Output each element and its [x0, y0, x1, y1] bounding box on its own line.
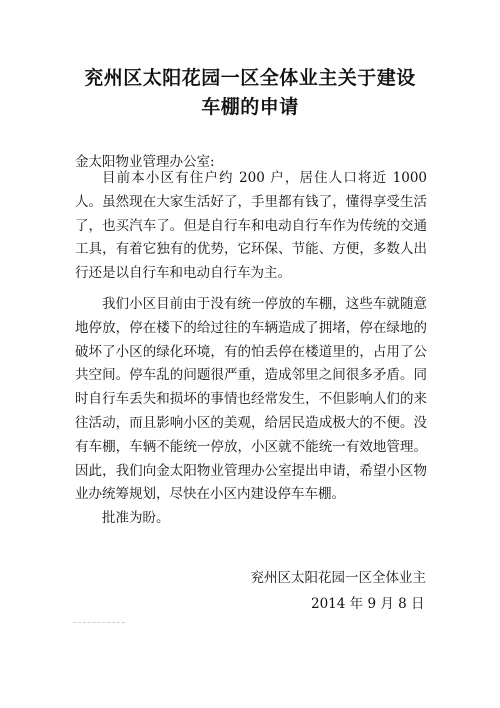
- paragraph-2: 我们小区目前由于没有统一停放的车棚，这些车就随意地停放，停在楼下的给过往的车辆造成了拥堵，停在绿地的破坏了小区的绿化环境，有的怕丢停在楼道里的，占用了公共空间。停车乱的问题很严重，造成邻里之间很多矛盾。同时自行车丢失和损坏的事情也经常发生，不但影响人们的来往活动，而且影响小区的美观，给居民造成极大的不便。没有车棚，车辆不能统一停放，小区就不能统一有效地管理。因此，我们向金太阳物业管理办公室提出申请，希望小区物业办统筹规划，尽快在小区内建设停车车棚。: [75, 296, 427, 503]
- document-title-line-1: 兖州区太阳花园一区全体业主关于建设: [84, 67, 416, 89]
- closing-line: 批准为盼。: [102, 510, 170, 526]
- salutation: 金太阳物业管理办公室:: [75, 154, 215, 170]
- document-title-line-2: 车棚的申请: [201, 96, 299, 118]
- signer: 兖州区太阳花园一区全体业主: [250, 570, 426, 586]
- paragraph-1: 目前本小区有住户约 200 户，居住人口将近 1000 人。虽然现在大家生活好了，手里都有钱了，懂得享受生活了，也买汽车了。但是自行车和电动自行车作为传统的交通工具，有着它独有的优势，它环保、节能、方便，多数人出行还是以自行车和电动自行车为主。: [75, 170, 427, 282]
- faint-divider-mark: [73, 622, 125, 623]
- date: 2014 年 9 月 8 日: [311, 596, 425, 612]
